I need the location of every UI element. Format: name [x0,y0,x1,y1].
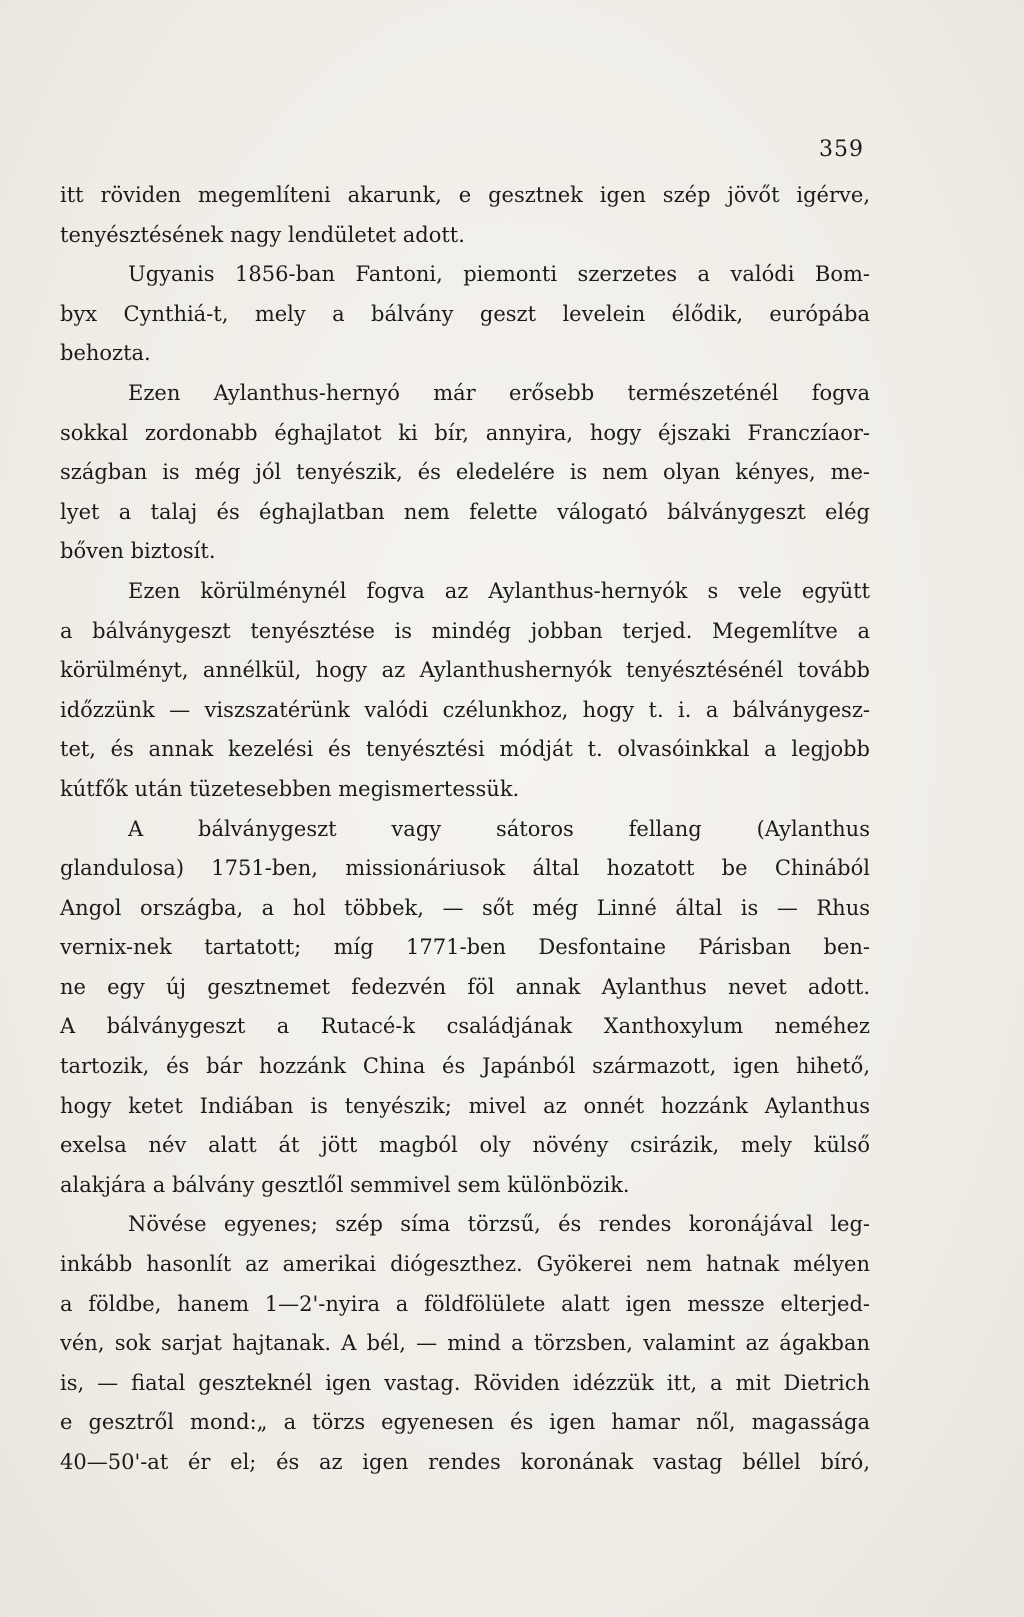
text-line: hogy ketet Indiában is tenyészik; mivel az onnét hozzánk Aylanthus [60,1093,870,1118]
text-line: A bálványgeszt vagy sátoros fellang (Aylanthus [128,816,870,841]
text-line: byx Cynthiá-t, mely a bálvány geszt levelein élődik, európába [60,301,870,326]
text-line: lyet a talaj és éghajlatban nem felette válogató bálványgeszt elég [60,499,870,524]
text-line: Ezen körülménynél fogva az Aylanthus-hernyók s vele együtt [128,578,870,603]
text-line: Angol országba, a hol többek, — sőt még Linné által is — Rhus [60,895,870,920]
text-line: Ezen Aylanthus-hernyó már erősebb természeténél fogva [128,380,870,405]
text-line: inkább hasonlít az amerikai diógeszthez. Gyökerei nem hatnak mélyen [60,1252,870,1277]
text-line: exelsa név alatt át jött magból oly növény csirázik, mely külső [60,1133,870,1158]
text-line: szágban is még jól tenyészik, és eledelére is nem olyan kényes, me- [60,460,870,485]
text-line: behozta. [60,341,151,366]
text-line: ne egy új gesztnemet fedezvén föl annak Aylanthus nevet adott. [60,974,870,999]
text-line: kútfők után tüzetesebben megismertessük. [60,776,520,801]
text-line: a földbe, hanem 1—2'-nyira a földfölülete alatt igen messze elterjed- [60,1291,870,1316]
text-line: e gesztről mond:„ a törzs egyenesen és igen hamar nől, magassága [60,1410,870,1435]
text-line: vernix-nek tartatott; míg 1771-ben Desfontaine Párisban ben- [60,935,870,960]
text-line: sokkal zordonabb éghajlatot ki bír, annyira, hogy éjszaki Franczíaor- [60,420,870,445]
page-number: 359 [819,137,864,162]
text-line: Ugyanis 1856-ban Fantoni, piemonti szerzetes a valódi Bom- [128,262,870,287]
text-line: tartozik, és bár hozzánk China és Japánból származott, igen hihető, [60,1054,870,1079]
text-line: glandulosa) 1751-ben, missionáriusok által hozatott be Chinából [60,856,870,881]
text-line: 40—50'-at ér el; és az igen rendes koronának vastag béllel bíró, [60,1450,870,1474]
text-line: körülményt, annélkül, hogy az Aylanthushernyók tenyésztésénél tovább [60,658,870,683]
text-line: is, — fiatal geszteknél igen vastag. Röviden idézzük itt, a mit Dietrich [60,1370,870,1395]
text-line: tenyésztésének nagy lendületet adott. [60,222,465,247]
text-line: vén, sok sarjat hajtanak. A bél, — mind a törzsben, valamint az ágakban [60,1331,870,1356]
text-line: alakjára a bálvány gesztlől semmivel sem különbözik. [60,1172,630,1197]
text-line: Növése egyenes; szép síma törzsű, és rendes koronájával leg- [128,1212,870,1237]
text-line: a bálványgeszt tenyésztése is mindég jobban terjed. Megemlítve a [60,618,870,643]
text-line: itt röviden megemlíteni akarunk, e gesztnek igen szép jövőt igérve, [60,183,870,207]
text-line: tet, és annak kezelési és tenyésztési módját t. olvasóinkkal a legjobb [60,737,870,762]
text-line: időzzünk — viszszatérünk valódi czélunkhoz, hogy t. i. a bálványgesz- [60,697,870,722]
text-line: bőven biztosít. [60,539,216,564]
text-line: A bálványgeszt a Rutacé-k családjának Xanthoxylum neméhez [60,1014,870,1039]
body-text [60,176,870,1483]
